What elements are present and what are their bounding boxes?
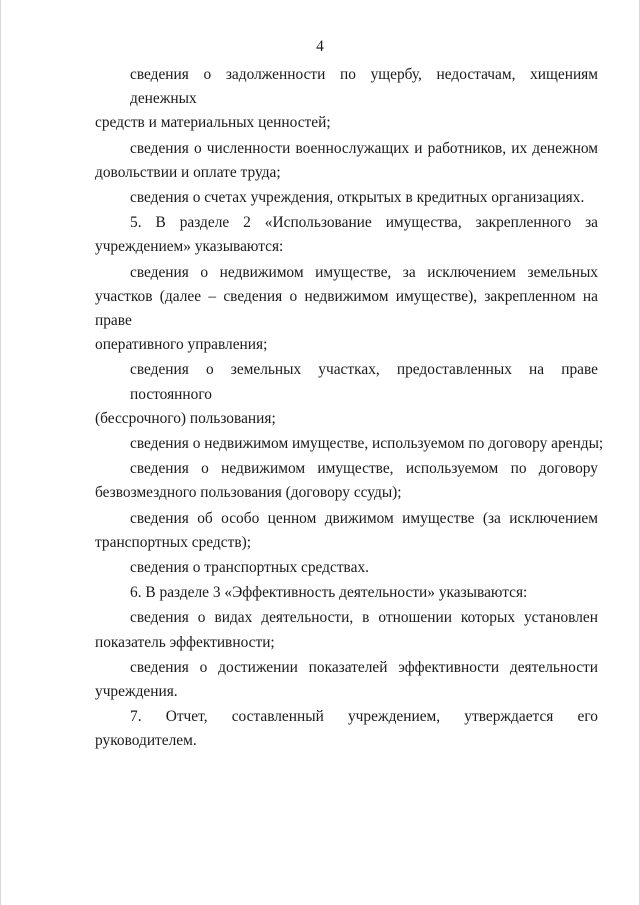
paragraph-line: участков (далее – сведения о недвижимом имуществе), закрепленном на праве xyxy=(95,287,598,330)
page-left-edge xyxy=(0,0,1,905)
paragraph-line: средств и материальных ценностей; xyxy=(95,114,331,132)
paragraph xyxy=(95,137,598,185)
paragraph-line: сведения о задолженности по ущербу, недостачам, хищениям денежных xyxy=(130,66,598,108)
paragraph-line: 5. В разделе 2 «Использование имущества, закрепленного за xyxy=(130,214,598,232)
paragraph xyxy=(95,432,604,456)
paragraph-line: сведения о недвижимом имуществе, за исключением земельных xyxy=(130,263,598,281)
paragraph-line: оперативного управления; xyxy=(95,336,268,354)
paragraph-line: сведения о транспортных средствах. xyxy=(130,559,369,577)
paragraph xyxy=(95,656,598,704)
paragraph-line: 6. В разделе 3 «Эффективность деятельности» указываются: xyxy=(130,584,528,602)
paragraph xyxy=(95,507,598,555)
paragraph-line: сведения о счетах учреждения, открытых в кредитных организациях. xyxy=(130,189,585,207)
paragraph-line: безвозмездного пользования (договору ссуды); xyxy=(95,484,402,502)
paragraph xyxy=(95,556,598,580)
paragraph xyxy=(95,63,598,136)
paragraph xyxy=(95,457,598,505)
paragraph-line: учреждением» указываются: xyxy=(95,238,284,256)
paragraph-line: (бессрочного) пользования; xyxy=(95,409,276,427)
paragraph-line: 7. Отчет, составленный учреждением, утверждается его xyxy=(130,708,598,726)
paragraph xyxy=(95,705,598,753)
page-number: 4 xyxy=(316,38,324,55)
paragraph xyxy=(95,211,598,259)
paragraph-line: сведения о недвижимом имуществе, используемом по договору аренды; xyxy=(130,435,604,453)
paragraph xyxy=(95,606,598,654)
paragraph-line: сведения об особо ценном движимом имуществе (за исключением xyxy=(130,509,598,527)
paragraph-line: показатель эффективности; xyxy=(95,633,275,651)
paragraph-line: сведения о видах деятельности, в отношении которых установлен xyxy=(130,609,598,627)
paragraph-line: транспортных средств); xyxy=(95,533,251,551)
paragraph-line: довольствии и оплате труда; xyxy=(95,163,281,181)
paragraph xyxy=(95,581,598,605)
paragraph-line: сведения о численности военнослужащих и работников, их денежном xyxy=(130,139,598,157)
paragraph-line: сведения о земельных участках, предоставленных на праве постоянного xyxy=(130,361,598,403)
paragraph-line: учреждения. xyxy=(95,683,178,701)
paragraph-line: руководителем. xyxy=(95,732,197,750)
paragraph-line: сведения о достижении показателей эффективности деятельности xyxy=(130,658,598,676)
paragraph xyxy=(95,186,598,210)
paragraph-line: сведения о недвижимом имуществе, используемом по договору xyxy=(130,460,598,478)
paragraph xyxy=(95,358,598,431)
document-body xyxy=(95,63,604,755)
paragraph xyxy=(95,261,598,358)
